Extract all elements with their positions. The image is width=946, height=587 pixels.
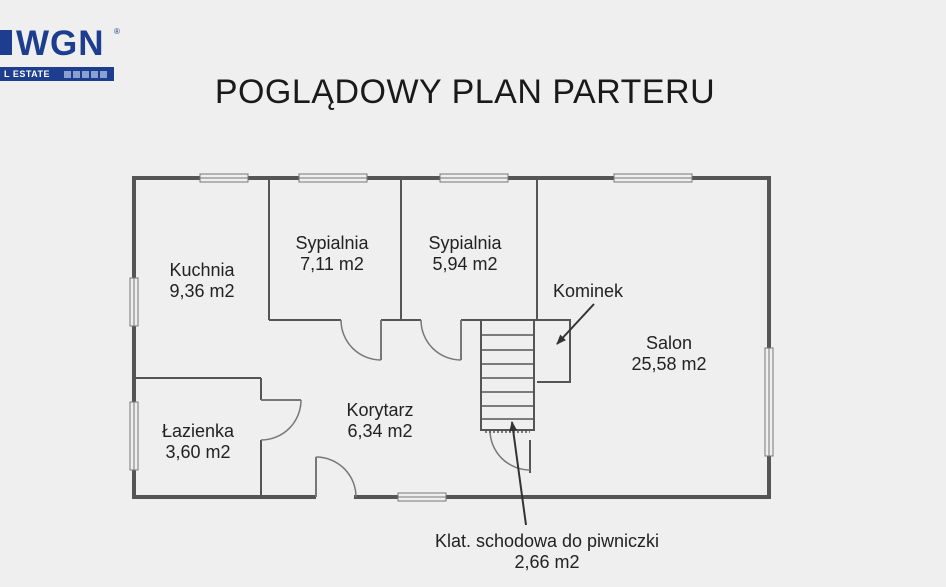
entrance-door-gap [316, 493, 354, 501]
room-area: 3,60 m2 [165, 442, 231, 462]
room-label-kuchnia [169, 260, 234, 302]
room-area: 9,36 m2 [169, 281, 235, 301]
room-name: Salon [645, 333, 693, 353]
stairs-name: Klat. schodowa do piwniczki [434, 531, 660, 551]
logo-brand: WGN [16, 24, 105, 63]
room-label-sypialnia-2 [428, 233, 501, 275]
room-name: Sypialnia [428, 233, 502, 253]
room-label-lazienka [162, 421, 234, 463]
fireplace [537, 320, 570, 382]
room-name: Korytarz [346, 400, 414, 420]
stairs-arrow [512, 422, 526, 525]
page-title: POGLĄDOWY PLAN PARTERU [214, 73, 716, 111]
annotation-stairs [435, 531, 659, 573]
room-area: 25,58 m2 [631, 354, 707, 374]
room-area: 7,11 m2 [300, 254, 364, 274]
fireplace-arrow [557, 304, 594, 344]
room-area: 5,94 m2 [432, 254, 498, 274]
room-label-korytarz [346, 400, 413, 442]
stairs-area: 2,66 m2 [514, 552, 580, 572]
logo-tagline: L ESTATE [4, 69, 51, 79]
room-name: Sypialnia [295, 233, 369, 253]
room-name: Łazienka [161, 421, 235, 441]
room-area: 6,34 m2 [347, 421, 413, 441]
staircase [481, 320, 534, 432]
room-label-salon [631, 333, 706, 375]
logo-registered-mark: ® [114, 27, 120, 36]
room-label-sypialnia-1 [295, 233, 368, 275]
room-name: Kuchnia [169, 260, 235, 280]
annotation-kominek: Kominek [552, 281, 624, 301]
